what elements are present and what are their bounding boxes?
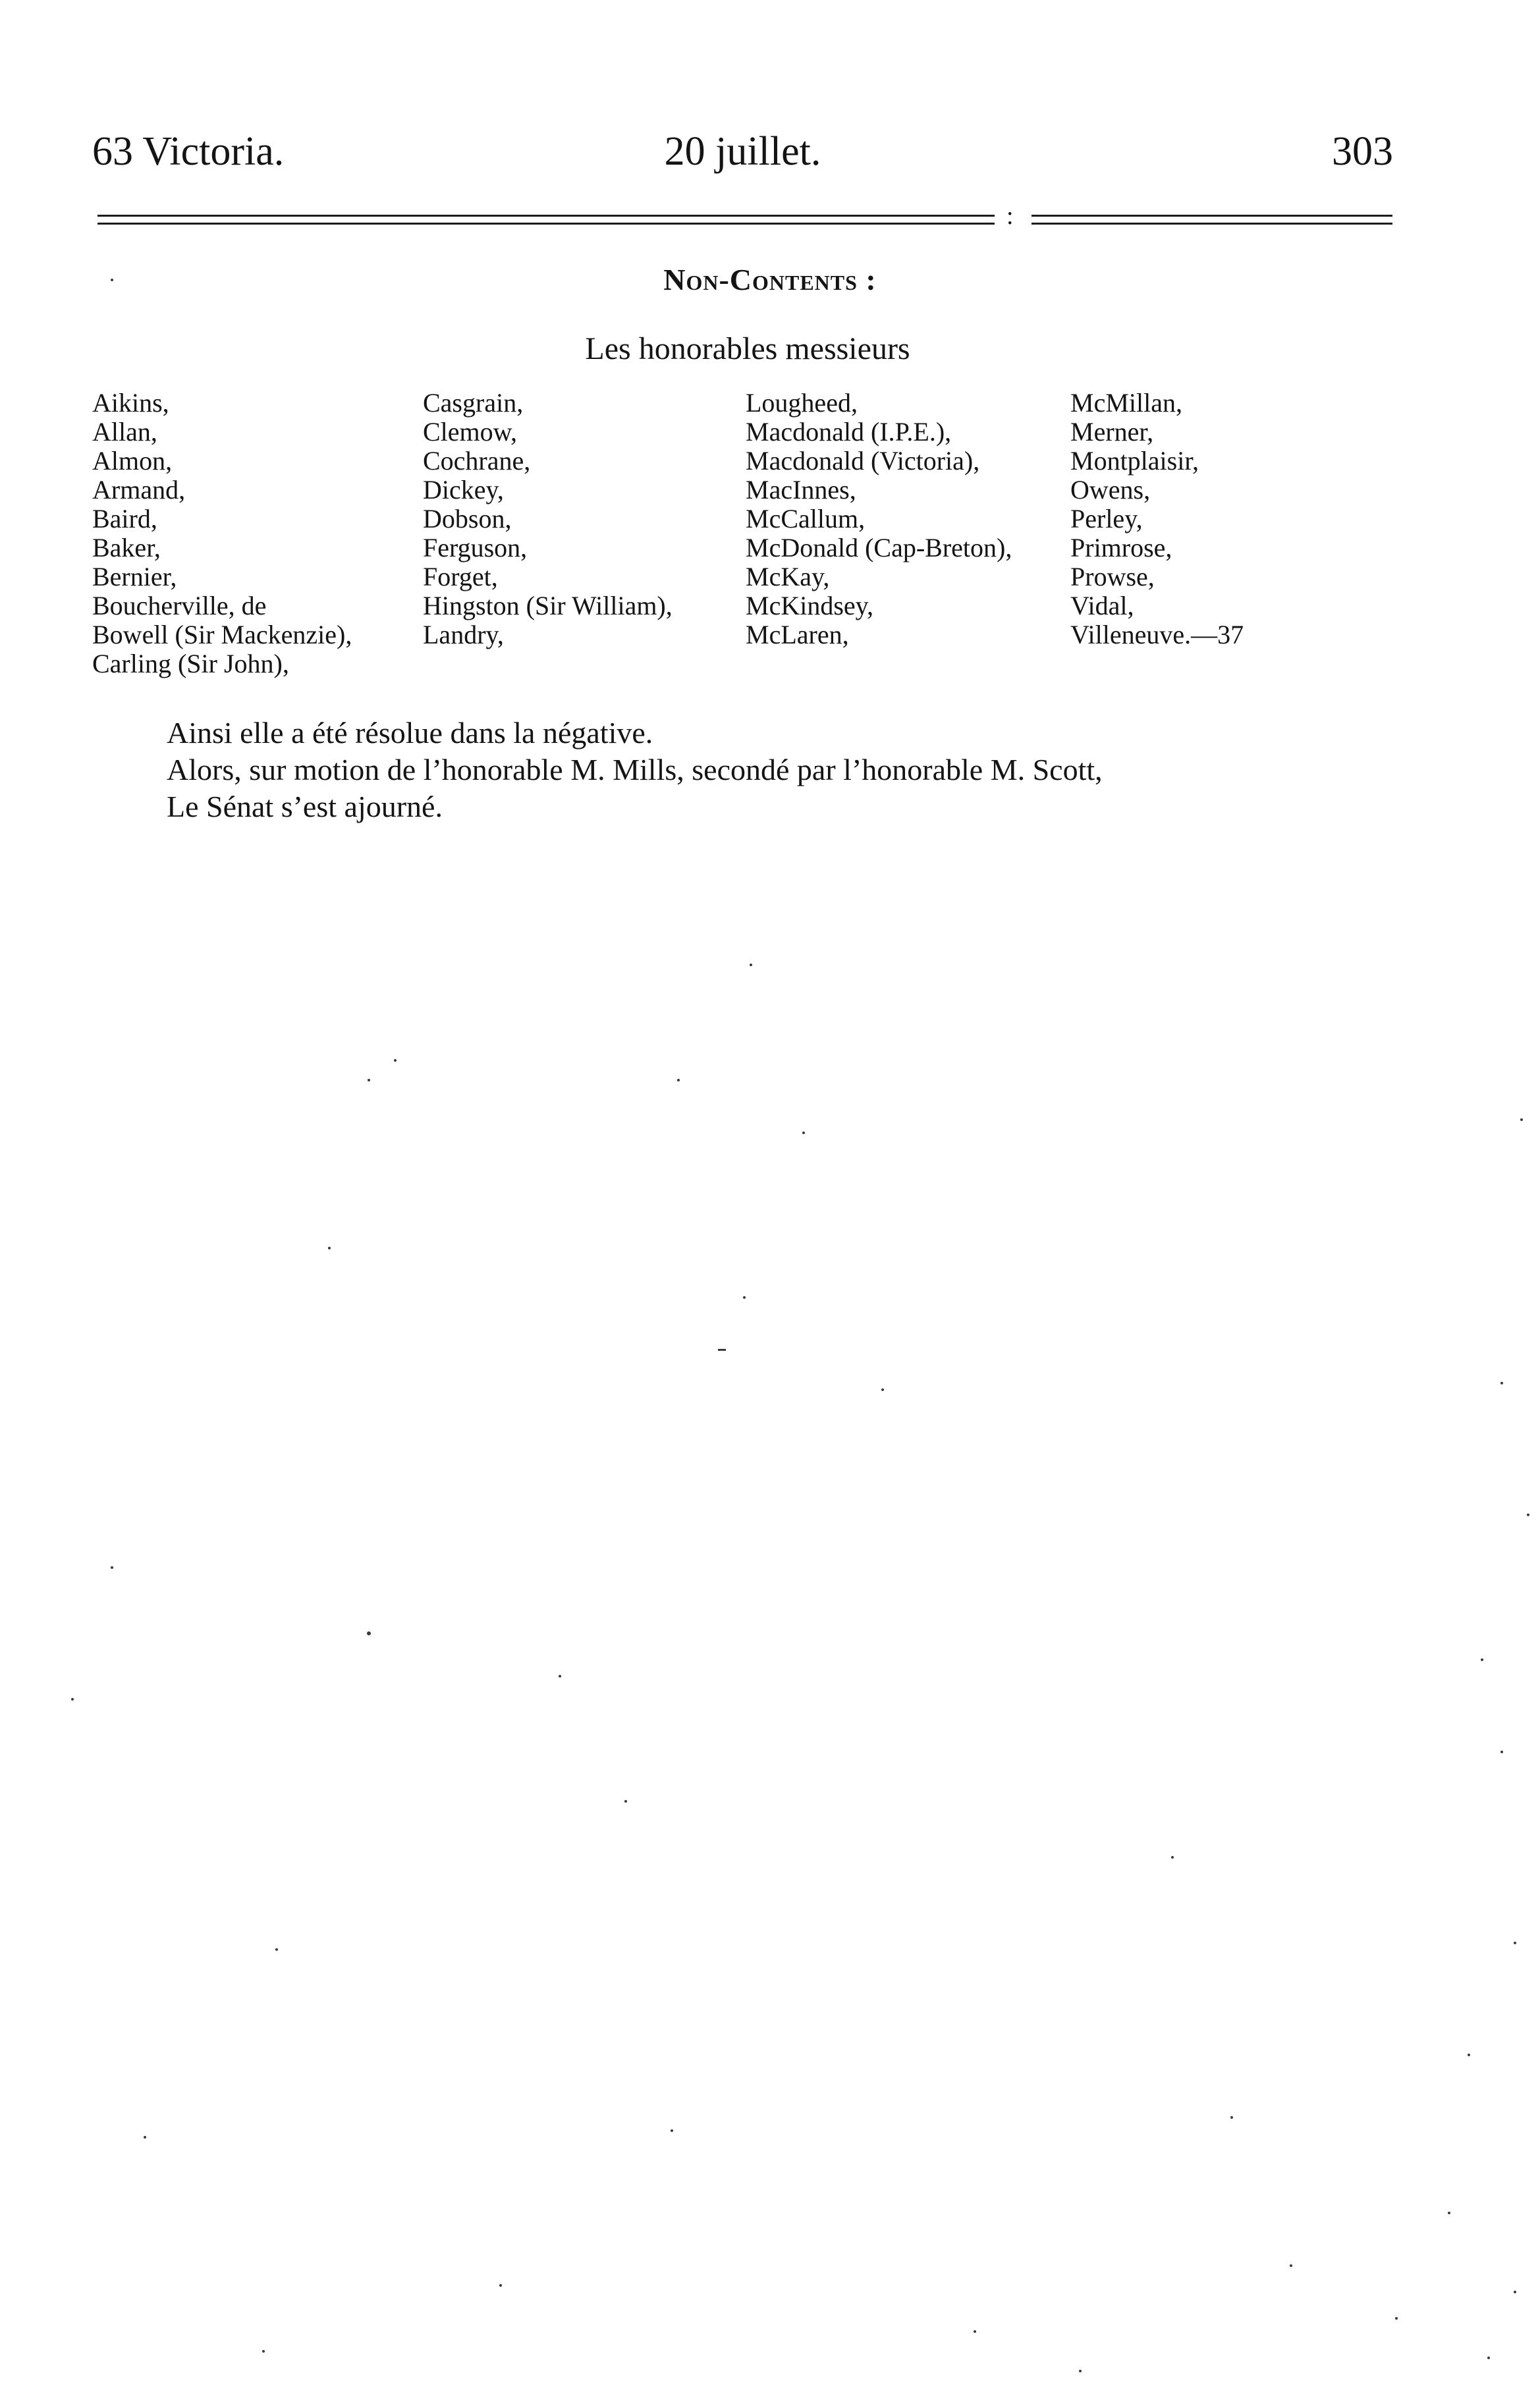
senator-name: Baker, <box>92 533 161 562</box>
senator-name: Primrose, <box>1070 533 1172 562</box>
senator-name: Prowse, <box>1070 562 1155 591</box>
senator-name: Merner, <box>1070 417 1154 447</box>
header-rule-left <box>97 212 995 228</box>
senator-name: Owens, <box>1070 475 1151 505</box>
senator-name: Macdonald (I.P.E.), <box>746 417 952 447</box>
senator-name: McKindsey, <box>746 591 874 620</box>
motion-line: Alors, sur motion de l’honorable M. Mills, secondé par l’honorable M. Scott, <box>167 753 1103 786</box>
senator-name: Dobson, <box>423 504 512 533</box>
names-column-1 <box>92 389 352 678</box>
minutes-text <box>167 715 1418 825</box>
names-column-2 <box>423 389 673 649</box>
senator-name: McLaren, <box>746 620 849 649</box>
senator-name: Armand, <box>92 475 186 505</box>
senator-name: Vidal, <box>1070 591 1134 620</box>
senator-name: McCallum, <box>746 504 866 533</box>
senator-name: Perley, <box>1070 504 1143 533</box>
names-column-3 <box>746 389 1012 649</box>
senator-name: Carling (Sir John), <box>92 649 289 678</box>
senator-name: Casgrain, <box>423 388 524 418</box>
senator-name: Almon, <box>92 446 173 476</box>
senator-name: Cochrane, <box>423 446 531 476</box>
section-title: Non-Contents : <box>663 263 877 296</box>
header-rule-mark: : <box>1006 202 1014 230</box>
senator-name: Macdonald (Victoria), <box>746 446 980 476</box>
senator-name: Aikins, <box>92 388 169 418</box>
senator-name: Montplaisir, <box>1070 446 1199 476</box>
names-column-4 <box>1070 389 1244 649</box>
senator-name: McKay, <box>746 562 830 591</box>
resolution-line: Ainsi elle a été résolue dans la négative. <box>167 716 653 750</box>
senator-name: McDonald (Cap-Breton), <box>746 533 1012 562</box>
date-label: 20 juillet. <box>664 129 821 174</box>
senator-name: Boucherville, de <box>92 591 267 620</box>
senator-name: Forget, <box>423 562 498 591</box>
page-number: 303 <box>1332 129 1393 174</box>
senator-name: Hingston (Sir William), <box>423 591 673 620</box>
senator-name: Ferguson, <box>423 533 528 562</box>
senator-name: Bowell (Sir Mackenzie), <box>92 620 352 649</box>
senator-name: Lougheed, <box>746 388 858 418</box>
page-header <box>92 122 1393 181</box>
senator-name: Clemow, <box>423 417 517 447</box>
subtitle: Les honorables messieurs <box>585 331 910 366</box>
senator-name: Landry, <box>423 620 504 649</box>
senator-name: Dickey, <box>423 475 504 505</box>
senator-name: Baird, <box>92 504 157 533</box>
adjournment-line: Le Sénat s’est ajourné. <box>167 790 443 823</box>
senator-name: MacInnes, <box>746 475 856 505</box>
senator-name: Villeneuve.—37 <box>1070 620 1244 649</box>
senator-name: McMillan, <box>1070 388 1182 418</box>
session-label: 63 Victoria. <box>92 129 285 174</box>
header-rule-right <box>1031 212 1392 228</box>
senator-name: Bernier, <box>92 562 177 591</box>
senator-name: Allan, <box>92 417 157 447</box>
